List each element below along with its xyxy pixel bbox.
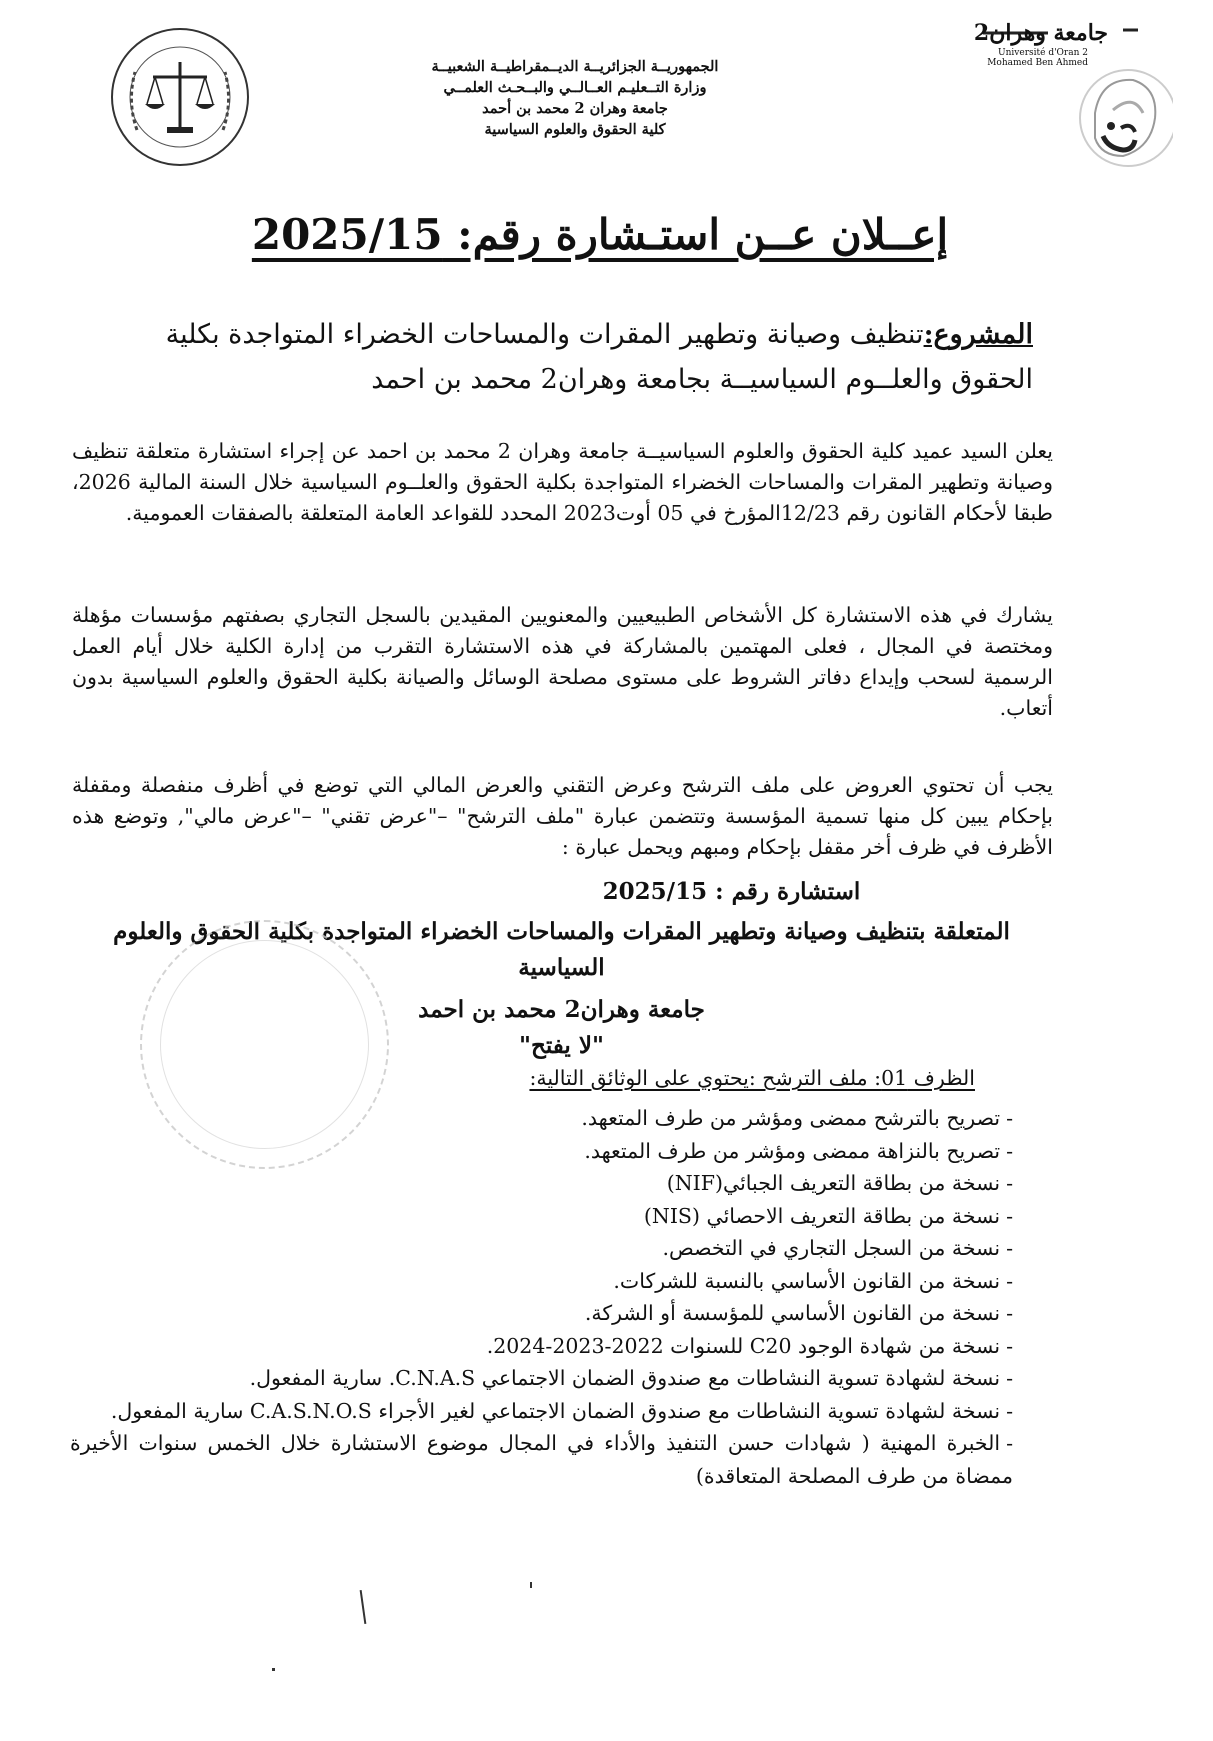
university-logo-name: جامعة وهران2	[973, 20, 1108, 46]
list-item: -نسخة من بطاقة التعريف الاحصائي (NIS)	[643, 1203, 1013, 1228]
paragraph-offers: يجب أن تحتوي العروض على ملف الترشح وعرض التقني والعرض المالي التي توضع في أظرف منفصلة ومقفلة بإحكام يبين كل منها تسمية المؤسسة وتتضمن عبارة "ملف الترشح" –"عرض تقني" –"عرض مالي", وتوضع هذه الأظرف في ظرف أخر مقفل بإحكام ومبهم ويحمل عبارة :	[72, 773, 1053, 859]
university-logo-subtitle: Université d'Oran 2 Mohamed Ben Ahmed	[987, 48, 1088, 68]
university-name: جامعة وهران 2 محمد بن أحمد	[482, 100, 668, 117]
scales-of-justice-icon	[105, 22, 255, 172]
documents-list	[70, 1102, 1013, 1492]
envelope-university: جامعة وهران2 محمد بن احمد	[418, 996, 705, 1023]
list-item: -نسخة من القانون الأساسي بالنسبة للشركات.	[613, 1268, 1013, 1293]
announcement-title: إعــلان عــن استـشارة رقم: 2025/15	[251, 210, 949, 259]
list-item: -تصريح بالنزاهة ممضى ومؤشر من طرف المتعهد.	[584, 1138, 1013, 1163]
list-item: -الخبرة المهنية ( شهادات حسن التنفيذ والأداء في المجال موضوع الاستشارة خلال الخمس سنوات الأخيرة ممضاة من طرف المصلحة المتعاقدة)	[70, 1431, 1013, 1488]
scan-mark	[360, 1590, 367, 1624]
envelope-reference: استشارة رقم : 2025/15	[602, 878, 861, 905]
paragraph-announcement: يعلن السيد عميد كلية الحقوق والعلوم السياسيــة جامعة وهران 2 محمد بن احمد عن إجراء استشارة متعلقة تنظيف وصيانة وتطهير المقرات والمساحات الخضراء المتواجدة بكلية الحقوق والعلــوم السياسية خلال السنة المالية 2026، طبقا لأحكام القانون رقم 12/23المؤرخ في 05 أوت2023 المحدد للقواعد العامة المتعلقة بالصفقات العمومية.	[72, 439, 1053, 525]
envelope-subject: المتعلقة بتنظيف وصيانة وتطهير المقرات والمساحات الخضراء المتواجدة بكلية الحقوق والعلوم السياسية	[113, 918, 1010, 981]
project-text: تنظيف وصيانة وتطهير المقرات والمساحات الخضراء المتواجدة بكلية الحقوق والعلــوم السياسيــة بجامعة وهران2 محمد بن احمد	[165, 319, 1033, 395]
list-item: -تصريح بالترشح ممضى ومؤشر من طرف المتعهد.	[581, 1106, 1013, 1130]
list-item: -نسخة من بطاقة التعريف الجبائي(NIF)	[666, 1171, 1013, 1195]
paragraph-participation: يشارك في هذه الاستشارة كل الأشخاص الطبيعيين والمعنويين المقيدين بالسجل التجاري بصفتهم مؤسسات مؤهلة ومختصة في المجال ، فعلى المهتمين بالمشاركة في هذه الاستشارة التقرب من إدارة الكلية خلال أيام العمل الرسمية لسحب وإيداع دفاتر الشروط على مستوى مصلحة الوسائل والصيانة بكلية الحقوق والعلوم السياسية بدون أتعاب.	[72, 603, 1053, 720]
project-label: المشروع:	[923, 319, 1033, 350]
scan-mark	[272, 1668, 275, 1671]
envelope-do-not-open: "لا يفتح"	[519, 1032, 604, 1059]
republic-name: الجمهوريــة الجزائريــة الديــمقراطيــة الشعبيــة	[431, 58, 719, 75]
list-item: -نسخة لشهادة تسوية النشاطات مع صندوق الضمان الاجتماعي لغير الأجراء C.A.S.N.O.S سارية المفعول.	[110, 1398, 1013, 1423]
list-item: -نسخة من القانون الأساسي للمؤسسة أو الشركة.	[584, 1301, 1013, 1325]
documents-title: الظرف 01: ملف الترشح :يحتوي على الوثائق التالية:	[529, 1066, 975, 1090]
faculty-seal	[105, 22, 255, 172]
ministry-name: وزارة التــعليـم العــالــي والبــحـث العلمــي	[443, 79, 707, 96]
header-block	[380, 56, 770, 140]
faculty-name: كلية الحقوق والعلوم السياسية	[484, 121, 666, 138]
list-item: -نسخة من السجل التجاري في التخصص.	[662, 1236, 1013, 1260]
project-section	[80, 312, 1033, 402]
list-item: -نسخة من شهادة الوجود C20 للسنوات 2022-2023-2024.	[486, 1333, 1013, 1358]
scan-mark	[530, 1582, 532, 1588]
list-item: -نسخة لشهادة تسوية النشاطات مع صندوق الضمان الاجتماعي C.N.A.S. سارية المفعول.	[249, 1366, 1013, 1390]
